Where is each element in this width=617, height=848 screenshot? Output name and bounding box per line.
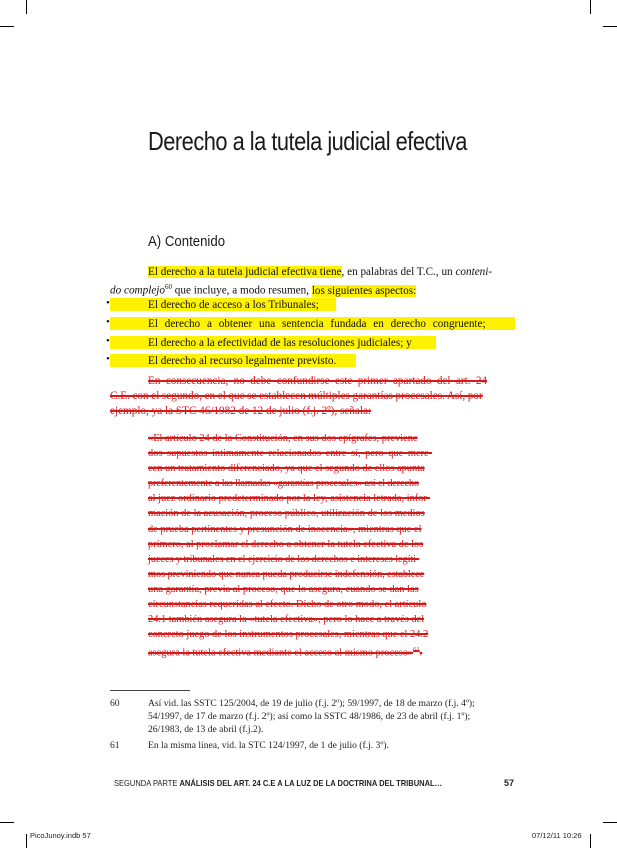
footnote-number: 61 [110,740,120,751]
bullet-item: El derecho a obtener una sentencia fundada en derecho congruente; [148,318,486,330]
running-footer: SEGUNDA PARTE ANÁLISIS DEL ART. 24 C.E A LA LUZ DE LA DOCTRINA DEL TRIBUNAL… [114,778,443,788]
footnote-number: 60 [110,698,120,709]
struck-paragraph-line: ejemplo, ya la STC 46/1982 de 12 de julio (f.j. 2º), señala: [110,405,372,417]
bullet-marker: • [106,297,110,309]
intro-line-1: El derecho a la tutela judicial efectiva tiene, en palabras del T.C., un conteni- [148,266,493,278]
intro-line-2: do complejo$^{60}$ que incluye, a modo resumen, los siguientes aspectos: [110,283,417,297]
bullet-item: El derecho al recurso legalmente previsto. [148,355,337,367]
crop-mark-bottom-left [0,822,14,823]
page-title: Derecho a la tutela judicial efectiva [148,126,467,156]
struck-paragraph-line: En consecuencia, no debe confundirse este primer apartado del art. 24 [148,375,488,387]
bullet-marker: • [106,335,110,347]
intro-highlight-1: El derecho a la tutela judicial efectiva tiene [148,266,342,278]
crop-mark-top-right-v [590,0,591,14]
page-number: 57 [504,778,515,788]
footnote-ref-60[interactable]: 60 [165,283,172,291]
crop-mark-bottom-right-v [590,834,591,848]
crop-mark-bottom-right [603,822,617,823]
section-heading: A) Contenido [148,233,226,250]
struck-quote: «El artículo 24 de la Constitución, en sus dos epígrafes, previene dos supuestos íntimamente relacionados entre sí, pero que mere- cen un tratamiento diferenciado, ya que el segundo de ellos apunta preferentemente a las llamadas «garantías procesales» así el derecho al juez ordinario predeterminado por la ley, asistencia letrada, infor- mación de la acusación, proceso público, utilización de los medios de prueba pertinentes y presunción de inocencia», mientras que el primero, al proclamar el derecho a obtener la tutela efectiva de los jueces y tribunales en el ejercicio de los derechos e intereses legíti- mos previniendo que nunca pueda producirse indefensión, establece una garantía, previa al proceso, que lo asegura, cuando se dan las circunstancias requeridas al efecto. Dicho de otro modo, el artículo 24.1 también asegura la «tutela efectiva», pero lo hace a través del concreto juego de los instrumentos procesales, mientras que el 24.2 asegura la tutela efectiva mediante el acceso al mismo proceso»$^{61}$. [148,433,433,659]
bullet-marker: • [106,353,110,365]
crop-mark-top-right [603,26,617,27]
crop-mark-bottom-left-v [26,834,27,848]
footnote-divider [110,690,190,691]
bullet-item: El derecho a la efectividad de las resoluciones judiciales; y [148,337,412,349]
footnote-text: Así vid. las SSTC 125/2004, de 19 de julio (f.j. 2º); 59/1997, de 18 de marzo (f.j. 4º); [148,698,475,709]
footnote-ref-61[interactable]: 61 [413,646,420,654]
bullet-item: El derecho de acceso a los Tribunales; [148,299,319,311]
footnote-text: En la misma línea, vid. la STC 124/1997, de 1 de julio (f.j. 3º). [148,740,389,751]
footnote-text: 26/1983, de 13 de abril (f.j.2). [148,724,264,735]
struck-paragraph-line: C.E. con el segundo, en el que se establecen múltiples garantías procesales. Así, por [110,390,483,402]
footnote-text: 54/1997, de 17 de marzo (f.j. 2º); así como la SSTC 48/1986, de 23 de abril (f.j. 1º); [148,711,471,722]
crop-mark-top-left-v [26,0,27,14]
bullet-marker: • [106,316,110,328]
crop-mark-top-left [0,26,14,27]
slug-file: PicoJunoy.indb 57 [30,831,91,840]
intro-highlight-2: los siguientes aspectos: [311,284,417,297]
slug-date: 07/12/11 10:26 [532,831,582,840]
